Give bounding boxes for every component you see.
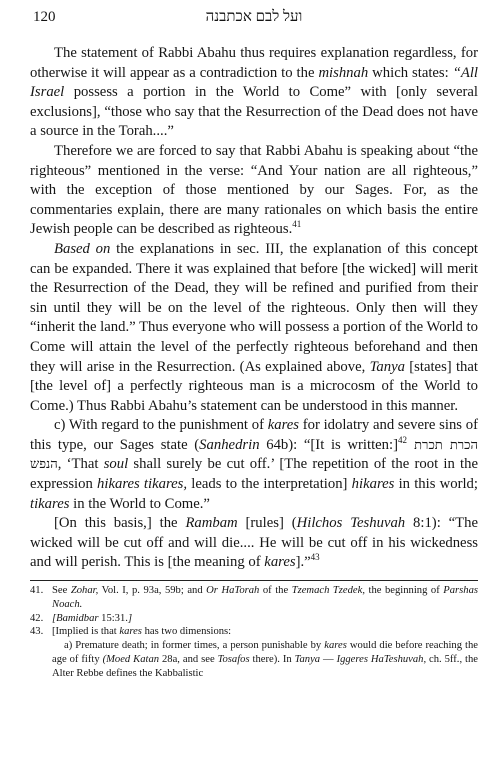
italic-text: tikares — [30, 495, 70, 512]
text-run: — — [320, 654, 337, 666]
footnote — [30, 584, 478, 612]
page-number: 120 — [33, 9, 56, 25]
italic-text: kares — [324, 640, 347, 652]
text-run: ].” — [295, 554, 311, 571]
hebrew-text: הכרת תכרת הנפש — [30, 437, 478, 473]
text-run: a) Premature death; in former times, a person punishable by — [64, 640, 325, 652]
text-run: in this world; — [394, 476, 478, 493]
text-run: [On this basis,] the — [54, 515, 186, 532]
paragraph — [30, 514, 478, 573]
footnote — [30, 612, 478, 626]
text-run: [rules] ( — [237, 515, 297, 532]
text-run: for idolatry and severe sins of this type, our Sages state ( — [30, 417, 478, 453]
footnote-ref: 42 — [397, 434, 407, 445]
italic-text: Sanhedrin — [199, 436, 260, 453]
text-run: 15:31. — [98, 612, 128, 624]
text-run: , ‘That — [57, 456, 104, 473]
paragraph — [30, 44, 478, 142]
text-run: shall surely be cut off.’ [The repetition of the root in the expression — [30, 456, 478, 493]
running-header — [30, 6, 478, 30]
italic-text: “All Israel — [30, 64, 478, 101]
footnote-number: 41. — [30, 585, 44, 597]
italic-text: mishnah — [318, 64, 369, 81]
italic-text: kares — [264, 554, 296, 571]
footnotes — [30, 584, 478, 681]
text-run: would die before reaching the age of fifty — [52, 640, 478, 666]
italic-text: Rambam — [185, 515, 238, 532]
italic-text: Tzemach Tzedek, — [291, 585, 365, 597]
footnote-text — [52, 625, 478, 639]
footnote-number: 42. — [30, 612, 44, 624]
italic-text: Tosafos — [217, 654, 250, 666]
footnote-ref: 43 — [310, 552, 320, 563]
footnote-ref: 41 — [292, 219, 302, 230]
text-run: leads to the interpretation] — [187, 476, 352, 493]
italic-text: Based on — [54, 240, 111, 257]
italic-text: Tanya — [294, 654, 321, 666]
paragraph — [30, 240, 478, 416]
italic-text: Iggeres HaTeshuvah, — [336, 654, 427, 666]
paragraph — [30, 416, 478, 514]
text-run: 64b): “[It is written:] — [259, 436, 398, 453]
italic-text: [Bamidbar — [52, 612, 99, 624]
footnote — [30, 625, 478, 639]
footnote-divider — [30, 580, 478, 581]
text-run: [Implied is that — [52, 626, 120, 638]
text-run: has two dimensions: — [141, 626, 232, 638]
text-run: See — [52, 585, 71, 597]
footnote-number: 43. — [30, 626, 44, 638]
text-run: [states] that [the level of] a perfectly righteous man is a microcosm of the World to Come.) Thus Rabbi Abahu’s statement can be understood in this manner. — [30, 358, 479, 414]
text-run: possess a portion in the World to Come” with [only several exclusions], “those who say that the Resurrection of the Dead does not have a source in the Torah....” — [30, 84, 478, 140]
italic-text: Zohar, — [70, 585, 99, 597]
text-run: there). In — [249, 654, 295, 666]
main-text — [30, 44, 478, 573]
text-run: Therefore we are forced to say that Rabbi Abahu is speaking about “the righteous” mentioned in the verse: “And Your nation are all righteous,” with the exception of those mentioned by our Sages. For, as the commentaries explain, there are many rationales on which basis the entire Jewish people can be described as righteous. — [30, 142, 478, 238]
text-run: Vol. I, p. 93a, 59b; and — [98, 585, 207, 597]
italic-text: hikares — [351, 476, 395, 493]
text-run: 8:1): “The wicked will be cut off and will die.... He will be cut off in his wickedness and will perish. This is [the meaning of — [30, 515, 478, 571]
italic-text: Tanya — [369, 358, 405, 375]
text-run: of the — [259, 585, 292, 597]
italic-text: hikares tikares, — [97, 476, 188, 493]
text-run: ch. 5ff., the Alter Rebbe defines the Kabbalistic — [52, 654, 478, 679]
italic-text: Hilchos Teshuvah — [296, 515, 406, 532]
footnote-text — [52, 584, 478, 612]
text-run: the explanations in sec. III, the explanation of this concept can be expanded. There it was explained that before [the wicked] will merit the Resurrection of the Dead, they will be refined and purified from their sin until they will be on the level of the righteous. Only then will they “inherit the land.” Thus everyone who will possess a portion of the World to Come will attain the level of the perfectly righteous beforehand and then they will arise in the Resurrection. (As explained above, — [30, 240, 478, 375]
text-run: the beginning of — [364, 585, 444, 597]
paragraph — [30, 142, 478, 240]
italic-text: (Moed Katan — [102, 654, 160, 666]
text-run: in the World to Come.” — [69, 495, 210, 512]
italic-text: kares — [267, 417, 299, 434]
italic-text: soul — [103, 456, 129, 473]
italic-text: kares — [119, 626, 142, 638]
running-title: ועל לבם אכתבנה — [205, 9, 303, 25]
text-run: c) With regard to the punishment of — [54, 417, 268, 434]
italic-text: Parshas Noach. — [52, 585, 478, 610]
text-run: The statement of Rabbi Abahu thus requires explanation regardless, for otherwise it will appear as a contradiction to the — [30, 45, 478, 81]
text-run: 28a, and see — [159, 654, 218, 666]
italic-text: ] — [127, 612, 133, 624]
text-run: which states: — [368, 64, 453, 81]
italic-text: Or HaTorah — [206, 585, 260, 597]
footnote-43-subparagraph — [30, 639, 478, 680]
footnote-text — [52, 612, 478, 626]
